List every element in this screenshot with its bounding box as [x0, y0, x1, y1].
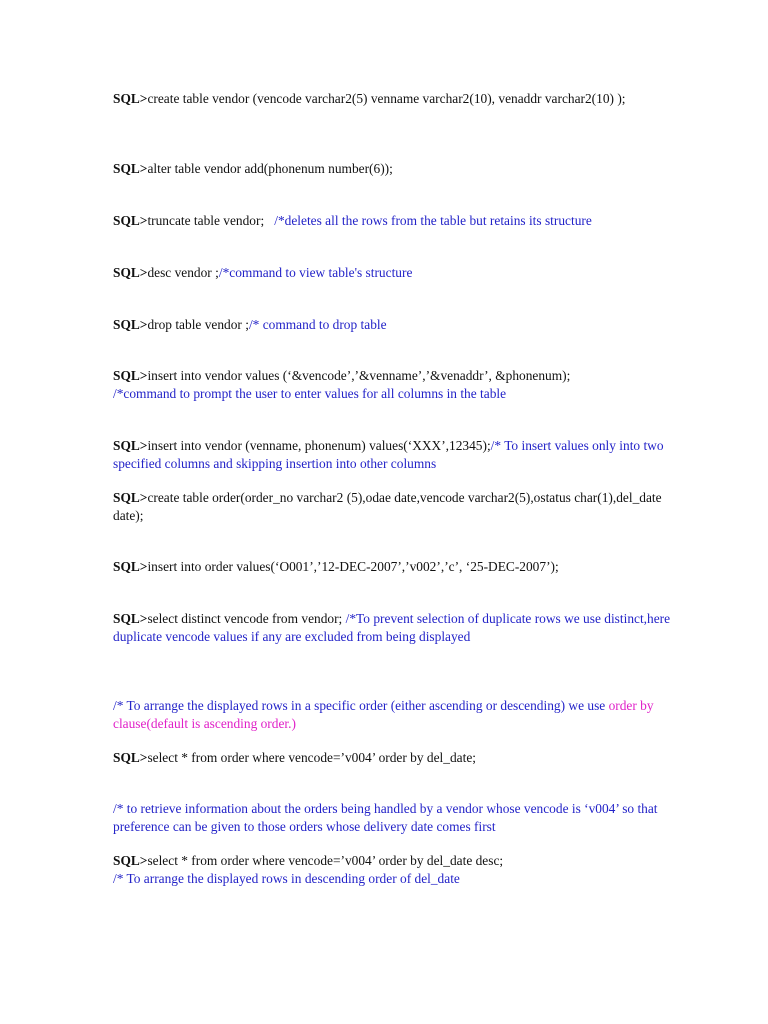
- sql-prompt: SQL>: [113, 490, 148, 505]
- sql-prompt: SQL>: [113, 611, 148, 626]
- sql-create-order: [113, 489, 673, 525]
- sql-select-order-by: [113, 749, 673, 767]
- sql-code: insert into vendor values (‘&vencode’,’&venname’,’&venaddr’, &phonenum);: [147, 368, 571, 383]
- order-by-note: [113, 697, 673, 733]
- sql-prompt: SQL>: [113, 368, 148, 383]
- sql-code: insert into vendor (venname, phonenum) values(‘XXX’,12345);: [147, 438, 491, 453]
- sql-comment: /* To arrange the displayed rows in descending order of del_date: [113, 871, 460, 886]
- sql-comment: /*To prevent selection of duplicate rows we use distinct,here duplicate vencode values if any are excluded from being displayed: [113, 611, 671, 644]
- sql-comment: /* command to drop table: [248, 317, 387, 332]
- sql-code: drop table vendor ;: [147, 317, 249, 332]
- sql-insert-vendor-all: [113, 367, 673, 403]
- sql-comment: /* To insert values only into two specified columns and skipping insertion into other columns: [113, 438, 664, 471]
- sql-prompt: SQL>: [113, 750, 148, 765]
- sql-select-distinct: [113, 610, 673, 646]
- sql-prompt: SQL>: [113, 213, 148, 228]
- sql-prompt: SQL>: [113, 559, 148, 574]
- sql-prompt: SQL>: [113, 161, 148, 176]
- sql-create-vendor: [113, 90, 673, 108]
- sql-insert-order: [113, 558, 673, 576]
- sql-code: select * from order where vencode=’v004’ order by del_date desc;: [147, 853, 504, 868]
- sql-prompt: SQL>: [113, 317, 148, 332]
- sql-code: alter table vendor add(phonenum number(6));: [147, 161, 393, 176]
- sql-comment: /*deletes all the rows from the table but retains its structure: [274, 213, 592, 228]
- sql-desc-vendor: [113, 264, 673, 282]
- sql-code: select * from order where vencode=’v004’ order by del_date;: [147, 750, 476, 765]
- sql-code: truncate table vendor;: [147, 213, 275, 228]
- sql-prompt: SQL>: [113, 91, 148, 106]
- order-by-highlight: order by clause(default is ascending order.): [113, 698, 654, 731]
- sql-code: insert into order values(‘O001’,’12-DEC-2007’,’v002’,’c’, ‘25-DEC-2007’);: [147, 559, 559, 574]
- sql-comment: /*command to view table's structure: [218, 265, 413, 280]
- sql-code: create table order(order_no varchar2 (5),odae date,vencode varchar2(5),ostatus char(1),del_date date);: [113, 490, 662, 523]
- retrieve-info-note: [113, 800, 673, 836]
- sql-code: create table vendor (vencode varchar2(5) venname varchar2(10), venaddr varchar2(10) );: [147, 91, 626, 106]
- sql-truncate-vendor: [113, 212, 673, 230]
- sql-drop-vendor: [113, 316, 673, 334]
- sql-code: select distinct vencode from vendor;: [147, 611, 346, 626]
- sql-code: desc vendor ;: [147, 265, 219, 280]
- sql-prompt: SQL>: [113, 265, 148, 280]
- sql-select-order-by-desc: [113, 852, 673, 888]
- sql-comment: /*command to prompt the user to enter values for all columns in the table: [113, 386, 507, 401]
- sql-prompt: SQL>: [113, 438, 148, 453]
- sql-alter-vendor: [113, 160, 673, 178]
- sql-insert-vendor-partial: [113, 437, 673, 473]
- order-by-intro: /* To arrange the displayed rows in a specific order (either ascending or descending) we use: [113, 698, 609, 713]
- retrieve-info-text: /* to retrieve information about the orders being handled by a vendor whose vencode is ‘v004’ so that preference can be given to those orders whose delivery date comes first: [113, 801, 658, 834]
- sql-prompt: SQL>: [113, 853, 148, 868]
